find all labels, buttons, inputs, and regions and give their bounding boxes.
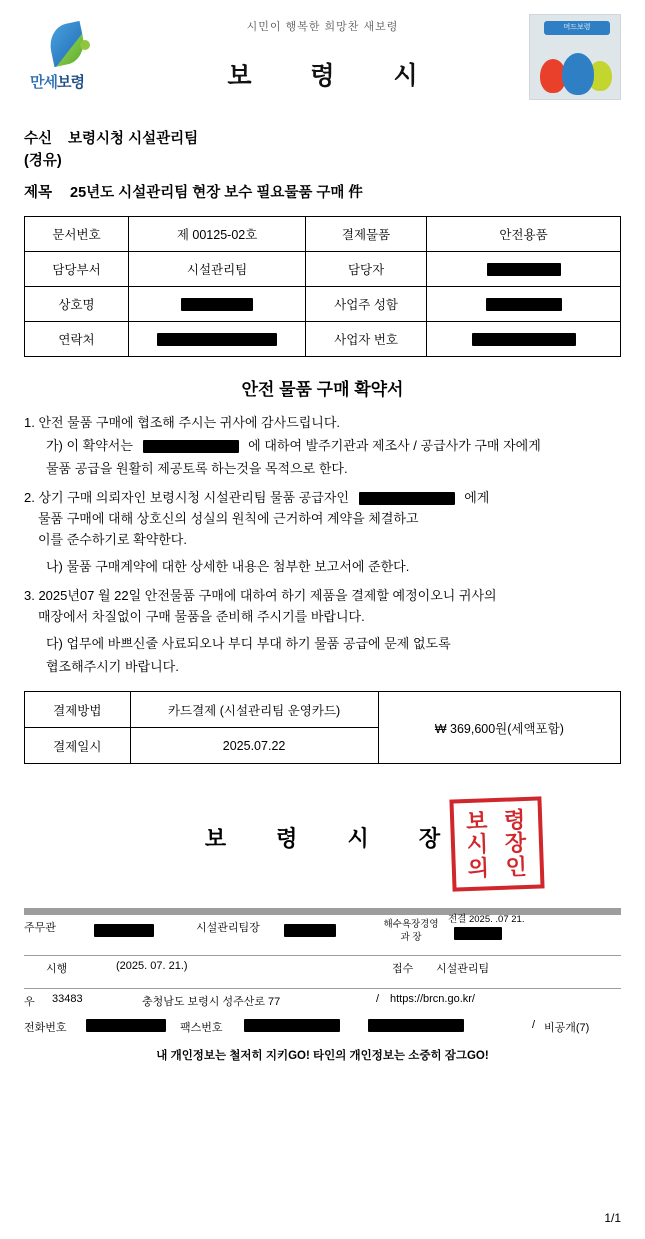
logo-text [30, 71, 84, 92]
body-item-2-pre: 2. 상기 구매 의뢰자인 보령시청 시설관리팀 물품 공급자인 [24, 490, 349, 506]
recipient-label: 수신 [24, 131, 53, 147]
page-number: 1/1 [604, 1211, 621, 1225]
redaction-bar [359, 492, 455, 505]
address-slash: / [376, 993, 380, 1006]
table-row [25, 216, 621, 251]
redaction-bar [143, 440, 239, 453]
body-item-3-sub-c1: 다) 업무에 바쁘신줄 사료되오나 부디 부대 하기 물품 공급에 문제 없도록 [46, 636, 451, 652]
recipient-line [24, 128, 621, 150]
seal-char-2: 령 [503, 807, 527, 834]
zip-label: 우 [24, 996, 35, 1009]
seal-char-1: 보 [465, 809, 489, 835]
info-label-doc-no: 문서번호 [25, 216, 129, 251]
info-label-contact: 연락처 [25, 321, 129, 356]
table-row [25, 321, 621, 356]
city-slogan: 시민이 행복한 희망찬 새보령 [246, 21, 399, 33]
logo-text-secondary: 보령 [56, 74, 84, 91]
redaction-bar [454, 927, 502, 940]
logo-dot-icon [80, 40, 90, 50]
privacy-notice: 내 개인정보는 철저히 지키GO! 타인의 개인정보는 소중히 잠그GO! [156, 1050, 489, 1063]
info-value-owner [427, 286, 621, 321]
fax-label: 팩스번호 [180, 1022, 223, 1035]
body-item-1-sub-a-pre: 가) 이 확약서는 [46, 437, 133, 453]
table-row [25, 286, 621, 321]
exec-label: 시행 [46, 963, 68, 976]
logo-text-primary: 만세 [30, 74, 57, 91]
body-item-3-line2: 매장에서 차질없이 구매 물품을 준비해 주시기를 바랍니다. [38, 609, 365, 625]
receipt-label: 접수 [392, 963, 414, 976]
info-value-company [129, 286, 306, 321]
body-item-3 [24, 585, 621, 677]
recipient-block [24, 128, 621, 173]
mascot-image [529, 14, 621, 100]
body-item-2-line1 [24, 487, 621, 508]
document-body [24, 412, 621, 678]
subject-value: 25년도 시설관리팀 현장 보수 필요물품 구매 件 [70, 184, 363, 201]
page-title: 안전 물품 구매 확약서 [241, 379, 404, 399]
footer-divider-thick [24, 908, 621, 915]
info-value-manager [427, 251, 621, 286]
redaction-bar [244, 1019, 340, 1032]
info-value-doc-no: 제 00125-02호 [129, 216, 306, 251]
redaction-bar [181, 298, 253, 311]
body-item-2-line3: 이를 준수하기로 확약한다. [38, 532, 187, 548]
document-header [24, 0, 621, 118]
table-row [25, 692, 621, 728]
body-item-1-sub-a [24, 435, 621, 456]
disclosure-slash: / [532, 1019, 536, 1032]
redaction-bar [94, 924, 154, 937]
mascot-banner-text: 머드보령 [563, 24, 591, 31]
info-label-dept: 담당부서 [25, 251, 129, 286]
info-table [24, 216, 621, 357]
body-item-3-sub-c2: 협조해주시기 바랍니다. [46, 659, 179, 675]
address-value: 충청남도 보령시 성주산로 77 [142, 996, 281, 1009]
info-label-item: 결제물품 [306, 216, 427, 251]
via-label: (경유) [24, 153, 62, 170]
document-footer [24, 915, 621, 1063]
recipient-value: 보령시청 시설관리팀 [68, 131, 199, 147]
info-value-biz-no [427, 321, 621, 356]
seal-char-4: 장 [504, 830, 528, 857]
body-item-2-line2: 물품 구매에 대해 상호신의 성실의 원칙에 근거하여 계약을 체결하고 [38, 511, 419, 527]
approval-role-3 [372, 919, 450, 944]
approval-role-1: 주무관 [24, 922, 56, 935]
footer-exec-row [24, 956, 621, 982]
seal-char-6: 인 [505, 853, 529, 880]
zip-value: 33483 [52, 993, 83, 1006]
payment-date-value: 2025.07.22 [130, 728, 378, 764]
seal-char-3: 시 [466, 832, 490, 858]
body-item-2 [24, 487, 621, 577]
seal-char-5: 의 [467, 855, 491, 882]
info-value-dept: 시설관리팀 [129, 251, 306, 286]
receipt-value: 시설관리팀 [436, 963, 490, 976]
mascot-character-blue [562, 53, 594, 95]
signature-text: 보 령 시 장 [204, 826, 463, 852]
body-item-2-sub-b: 나) 물품 구매계약에 대한 상세한 내용은 첨부한 보고서에 준한다. [46, 559, 410, 575]
payment-table [24, 691, 621, 764]
redaction-bar [86, 1019, 166, 1032]
redaction-bar [487, 263, 561, 276]
body-item-1-text: 1. 안전 물품 구매에 협조해 주시는 귀사에 감사드립니다. [24, 414, 341, 430]
payment-date-label: 결제일시 [25, 728, 131, 764]
approval-final: 전결 2025. .07 21. [448, 914, 525, 926]
approval-role-3-line1: 해수욕장경영 [383, 919, 439, 931]
redaction-bar [157, 333, 277, 346]
body-item-1-sub-a-line2: 물품 공급을 원활히 제공토록 하는것을 목적으로 한다. [46, 461, 348, 477]
info-label-owner: 사업주 성함 [306, 286, 427, 321]
redaction-bar [284, 924, 336, 937]
approval-role-2: 시설관리팀장 [196, 922, 260, 935]
info-value-contact [129, 321, 306, 356]
approval-role-3-line2: 과 장 [400, 931, 422, 943]
redaction-bar [486, 298, 562, 311]
payment-method-value: 카드결제 (시설관리팀 운영카드) [130, 692, 378, 728]
table-row [25, 251, 621, 286]
redaction-bar [368, 1019, 464, 1032]
footer-contact-row [24, 1015, 621, 1041]
official-seal [449, 797, 544, 892]
footer-address-row [24, 989, 621, 1015]
body-item-1-sub-a-tail: 에 대하여 발주기관과 제조사 / 공급사가 구매 자에게 [248, 437, 541, 453]
subject-label: 제목 [24, 184, 53, 201]
payment-amount: ₩ 369,600원(세액포함) [378, 692, 620, 764]
info-label-manager: 담당자 [306, 251, 427, 286]
organization-title: 보 령 시 [227, 62, 444, 90]
signature-block [24, 804, 621, 884]
disclosure-status: 비공개(7) [544, 1022, 590, 1035]
footer-approval-row [24, 915, 621, 949]
info-label-biz-no: 사업자 번호 [306, 321, 427, 356]
tel-label: 전화번호 [24, 1022, 67, 1035]
info-label-company: 상호명 [25, 286, 129, 321]
payment-method-label: 결제방법 [25, 692, 131, 728]
info-value-item: 안전용품 [427, 216, 621, 251]
redaction-bar [472, 333, 576, 346]
body-item-3-line1: 3. 2025년07 월 22일 안전물품 구매에 대하여 하기 제품을 결제할 예정이오니 귀사의 [24, 588, 497, 604]
body-item-2-tail: 에게 [464, 490, 490, 506]
website-url[interactable]: https://brcn.go.kr/ [390, 993, 475, 1006]
subject-line [24, 181, 621, 202]
exec-value: (2025. 07. 21.) [116, 960, 188, 973]
body-item-1 [24, 412, 621, 479]
city-logo [28, 24, 124, 96]
